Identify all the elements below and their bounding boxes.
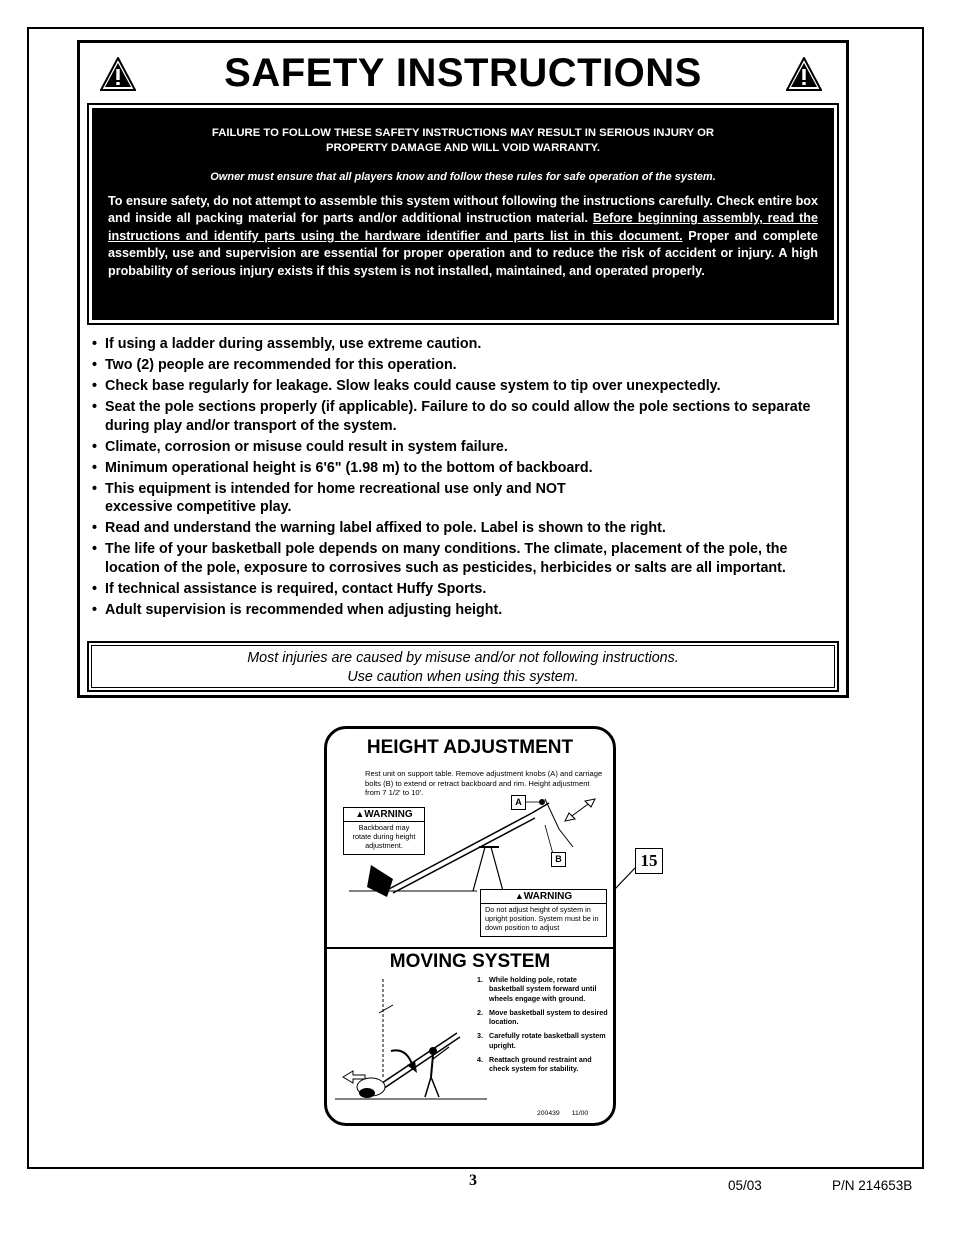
bullet-text: Seat the pole sections properly (if applicable). Failure to do so could allow the pole sections to separate during play and/or transport of the system. bbox=[105, 399, 811, 434]
warning-word: WARNING bbox=[523, 891, 573, 902]
warning-label bbox=[324, 726, 616, 1126]
bullet-dot: • bbox=[92, 459, 98, 476]
step-text: While holding pole, rotate basketball system forward until wheels engage with ground. bbox=[489, 975, 597, 1003]
caution-note-line1: Most injuries are caused by misuse and/or not following instructions. bbox=[247, 650, 679, 666]
label-code bbox=[537, 1110, 600, 1117]
label-code-date: 11/00 bbox=[571, 1110, 589, 1117]
height-adjustment-instructions: Rest unit on support table. Remove adjustment knobs (A) and carriage bolts (B) to extend or retract backboard and rim. Height adjustment from 7 1/2' to 10'. bbox=[365, 769, 603, 798]
step-number: 1. bbox=[477, 975, 483, 984]
warning-body-part2: Proper and complete assembly, use and supervision are essential for proper operation and to reduce the risk of accident or injury. A high probability of serious injury exists if this system is not installed, maintained, and operated properly. bbox=[108, 228, 818, 278]
warning-triangle-icon: ▲ bbox=[355, 809, 365, 819]
warning-sticker-text: Do not adjust height of system in upright position. System must be in down position to adjust bbox=[485, 905, 599, 932]
height-adjustment-title: HEIGHT ADJUSTMENT bbox=[366, 737, 574, 758]
warning-word: WARNING bbox=[364, 809, 413, 820]
bullet-dot: • bbox=[92, 438, 98, 455]
warning-panel bbox=[87, 103, 839, 325]
bullet-dot: • bbox=[92, 378, 98, 394]
bullet-text: This equipment is intended for home recreational use only and NOT excessive competitive play. bbox=[105, 480, 566, 515]
warning-body-underlined: Before beginning assembly, read the instructions and identify parts using the hardware identifier and parts list in this document. bbox=[108, 211, 818, 243]
page-number: 3 bbox=[469, 1172, 477, 1189]
step-text: Reattach ground restraint and check system for stability. bbox=[489, 1055, 592, 1074]
list-item bbox=[477, 975, 611, 1003]
bullet-dot: • bbox=[92, 580, 98, 597]
warning-sticker-text: Backboard may rotate during height adjustment. bbox=[352, 823, 416, 850]
list-item bbox=[92, 480, 842, 517]
list-item bbox=[92, 580, 842, 599]
owner-note: Owner must ensure that all players know and follow these rules for safe operation of the system. bbox=[210, 171, 716, 183]
bullet-dot: • bbox=[92, 601, 98, 618]
bullet-text: If technical assistance is required, contact Huffy Sports. bbox=[105, 580, 487, 597]
step-number: 2. bbox=[477, 1007, 483, 1017]
callout-number: 15 bbox=[635, 848, 663, 874]
bullet-text: Check base regularly for leakage. Slow leaks could cause system to tip over unexpectedly. bbox=[105, 378, 721, 394]
list-item bbox=[92, 601, 842, 620]
list-item bbox=[92, 519, 842, 538]
bullet-text: Minimum operational height is 6'6" (1.98 m) to the bottom of backboard. bbox=[105, 459, 593, 476]
marker-b: B bbox=[551, 852, 566, 867]
bullet-text: Two (2) people are recommended for this operation. bbox=[105, 357, 457, 373]
bullet-dot: • bbox=[92, 357, 98, 373]
label-divider bbox=[327, 947, 613, 949]
caution-note bbox=[87, 641, 839, 692]
warning-headline-line2: PROPERTY DAMAGE AND WILL VOID WARRANTY. bbox=[325, 142, 601, 154]
revision-date: 05/03 bbox=[728, 1178, 762, 1193]
bullet-dot: • bbox=[92, 336, 98, 352]
bullet-text: Read and understand the warning label affixed to pole. Label is shown to the right. bbox=[105, 520, 666, 536]
safety-instructions-box bbox=[77, 40, 849, 698]
part-number: P/N 214653B bbox=[832, 1178, 913, 1193]
warning-sticker-upright bbox=[480, 889, 607, 937]
bullet-text: The life of your basketball pole depends on many conditions. The climate, placement of the pole, the location of the pole, exposure to corrosives such as pesticides, herbicides or salts are all important. bbox=[105, 541, 788, 576]
list-item bbox=[477, 1008, 611, 1027]
warning-triangle-icon: ▲ bbox=[514, 891, 524, 901]
list-item bbox=[92, 356, 842, 375]
warning-sticker-header bbox=[344, 808, 424, 822]
list-item bbox=[92, 398, 842, 435]
bullet-dot: • bbox=[92, 399, 98, 415]
safety-bullet-list bbox=[92, 335, 842, 622]
step-text: Carefully rotate basketball system upright. bbox=[489, 1031, 606, 1050]
list-item bbox=[92, 335, 842, 354]
warning-body bbox=[108, 193, 818, 280]
bullet-dot: • bbox=[92, 520, 98, 536]
list-item bbox=[477, 1031, 611, 1050]
bullet-dot: • bbox=[92, 541, 98, 557]
warning-panel-inner bbox=[92, 108, 834, 320]
warning-headline-line1: FAILURE TO FOLLOW THESE SAFETY INSTRUCTIONS MAY RESULT IN SERIOUS INJURY OR bbox=[211, 127, 715, 139]
caution-note-inner bbox=[91, 645, 835, 688]
list-item bbox=[477, 1055, 611, 1074]
marker-a: A bbox=[511, 795, 526, 810]
step-text: Move basketball system to desired location. bbox=[489, 1007, 608, 1027]
moving-steps-list bbox=[477, 975, 611, 1079]
list-item bbox=[92, 377, 842, 396]
list-item bbox=[92, 459, 842, 478]
warning-sticker-header bbox=[481, 890, 606, 904]
bullet-dot: • bbox=[92, 480, 98, 497]
moving-system-illustration bbox=[327, 969, 487, 1109]
warning-body-part1: To ensure safety, do not attempt to assemble this system without following the instructions carefully. Check entire box and inside all packing material for parts and/or additional instruction material. bbox=[108, 194, 818, 226]
warning-triangle-icon bbox=[786, 57, 822, 91]
warning-headline bbox=[108, 126, 818, 156]
step-number: 4. bbox=[477, 1055, 483, 1065]
bullet-text: Climate, corrosion or misuse could result in system failure. bbox=[105, 438, 508, 455]
step-number: 3. bbox=[477, 1031, 483, 1041]
title-row bbox=[80, 47, 846, 99]
list-item bbox=[92, 540, 842, 577]
bullet-text: Adult supervision is recommended when adjusting height. bbox=[105, 601, 503, 618]
caution-note-line2: Use caution when using this system. bbox=[347, 669, 579, 685]
moving-system-title: MOVING SYSTEM bbox=[389, 951, 551, 972]
list-item bbox=[92, 438, 842, 457]
warning-sticker-rotate bbox=[343, 807, 425, 855]
page-title: SAFETY INSTRUCTIONS bbox=[224, 51, 702, 95]
bullet-text: If using a ladder during assembly, use extreme caution. bbox=[105, 336, 482, 352]
label-code-number: 200439 bbox=[537, 1110, 560, 1117]
